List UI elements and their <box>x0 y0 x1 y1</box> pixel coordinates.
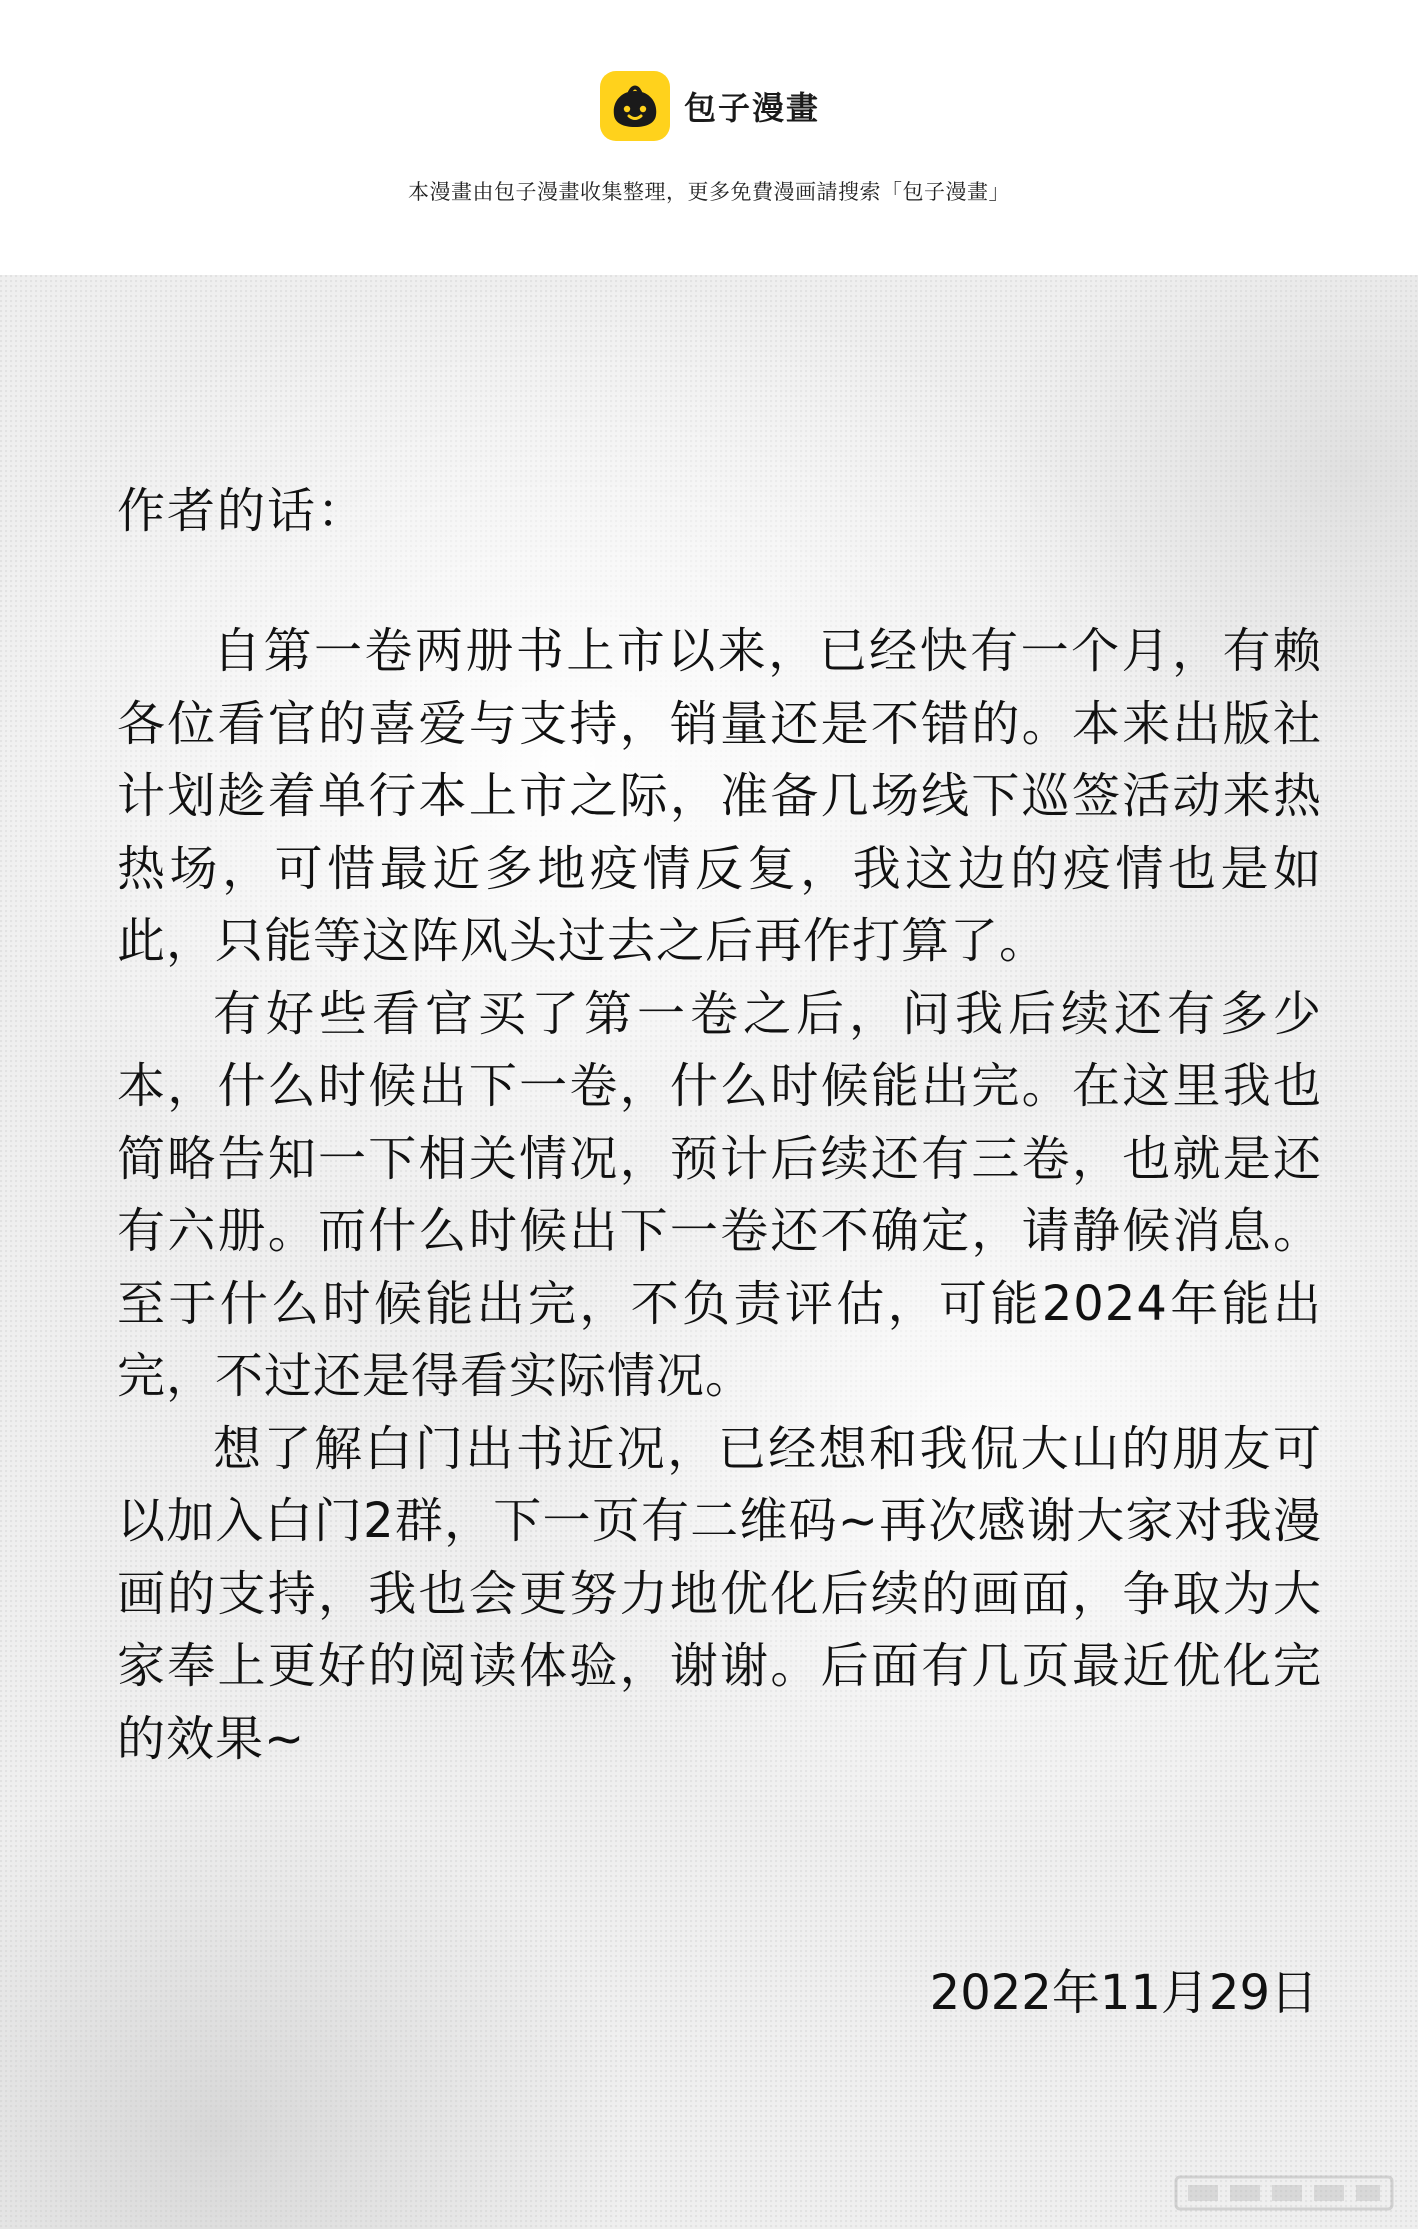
paragraph: 想了解白门出书近况，已经想和我侃大山的朋友可以加入白门2群，下一页有二维码~再次感谢大家对我漫画的支持，我也会更努力地优化后续的画面，争取为大家奉上更好的阅读体验，谢谢。后面有几页最近优化完的效果~ <box>117 1420 1322 1767</box>
paragraph: 自第一卷两册书上市以来，已经快有一个月，有赖各位看官的喜爱与支持，销量还是不错的。本来出版社计划趁着单行本上市之际，准备几场线下巡签活动来热热场，可惜最近多地疫情反复，我这边的疫情也是如此，只能等这阵风头过去之后再作打算了。 <box>117 623 1322 969</box>
watermark-stamp-icon <box>1174 2173 1394 2213</box>
watermark-notice: 本漫畫由包子漫畫收集整理，更多免費漫画請搜索「包子漫畫」 <box>408 180 1010 204</box>
baozi-logo-icon <box>600 71 670 141</box>
paragraph: 有好些看官买了第一卷之后，问我后续还有多少本，什么时候出下一卷，什么时候能出完。在这里我也简略告知一下相关情况，预计后续还有三卷，也就是还有六册。而什么时候出下一卷还不确定，请静候消息。至于什么时候能出完，不负责评估，可能2024年能出完，不过还是得看实际情况。 <box>117 985 1322 1404</box>
letter-date: 2022年11月29日 <box>929 1965 1318 2021</box>
brand[interactable] <box>600 70 820 142</box>
letter-title: 作者的话： <box>117 483 368 539</box>
watermark-header <box>0 0 1418 275</box>
letter-page <box>0 275 1418 2229</box>
letter-body <box>117 615 1322 1775</box>
brand-name: 包子漫畫 <box>684 89 821 127</box>
